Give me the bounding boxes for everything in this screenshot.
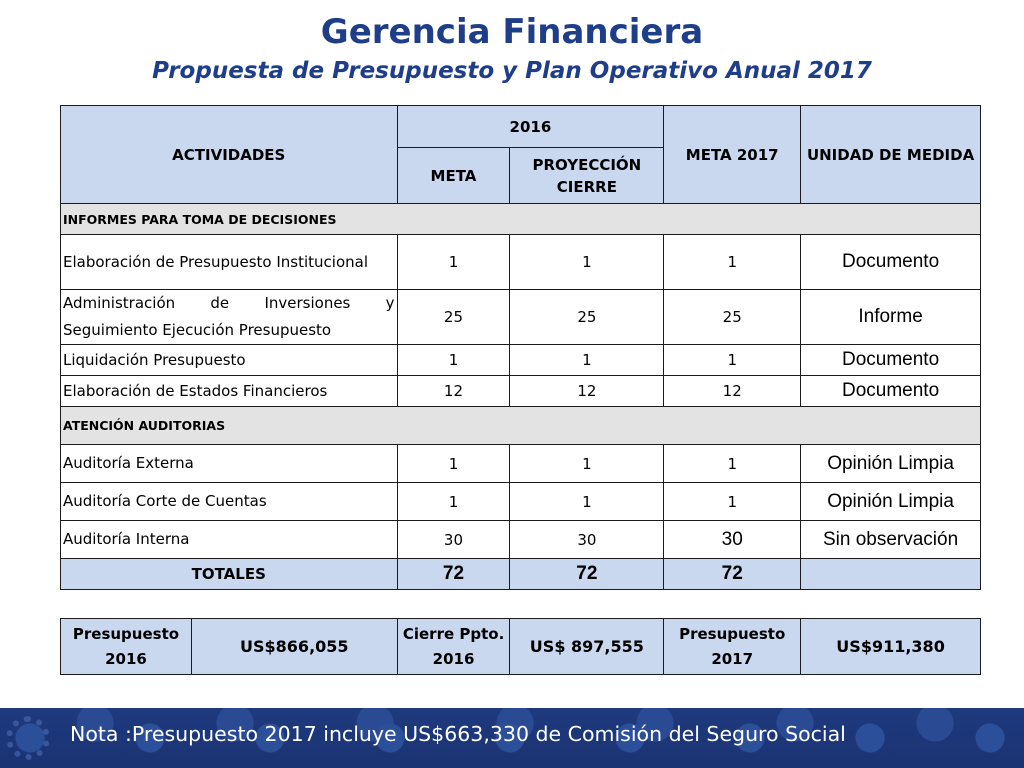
meta-value: 25 (397, 290, 510, 345)
header-2016: 2016 (397, 106, 664, 148)
table-row (61, 345, 981, 376)
meta-2017-value: 1 (664, 483, 801, 521)
header-meta: META (397, 148, 510, 204)
cierre-value: US$ 897,555 (510, 619, 664, 675)
meta-value: 12 (397, 376, 510, 407)
activity-name: Elaboración de Presupuesto Institucional (61, 235, 398, 290)
presupuesto-2016-label: Presupuesto 2016 (61, 619, 192, 675)
proyeccion-value: 1 (510, 483, 664, 521)
page-subtitle: Propuesta de Presupuesto y Plan Operativo Anual 2017 (152, 58, 872, 84)
unit-value: Sin observación (801, 521, 981, 559)
table-row (61, 376, 981, 407)
meta-2017-value: 1 (664, 345, 801, 376)
meta-2017-value: 25 (664, 290, 801, 345)
activity-name: Liquidación Presupuesto (61, 345, 398, 376)
activity-name: Elaboración de Estados Financieros (61, 376, 398, 407)
total-meta: 72 (397, 559, 510, 590)
presupuesto-2017-label: Presupuesto 2017 (664, 619, 801, 675)
table-row (61, 290, 981, 345)
header-proyeccion-cierre: PROYECCIÓN CIERRE (510, 148, 664, 204)
meta-value: 1 (397, 235, 510, 290)
activity-name: Administración de Inversiones y Seguimiento Ejecución Presupuesto (61, 290, 398, 345)
activity-name: Auditoría Corte de Cuentas (61, 483, 398, 521)
section-title: ATENCIÓN AUDITORIAS (61, 407, 981, 445)
total-meta-2017: 72 (664, 559, 801, 590)
unit-value: Opinión Limpia (801, 483, 981, 521)
proyeccion-value: 12 (510, 376, 664, 407)
gear-icon (6, 716, 50, 760)
page-title: Gerencia Financiera (320, 12, 704, 52)
footer-note: Nota :Presupuesto 2017 incluye US$663,330 de Comisión del Seguro Social (70, 722, 846, 746)
total-proyeccion: 72 (510, 559, 664, 590)
totals-row (61, 559, 981, 590)
meta-2017-value: 30 (664, 521, 801, 559)
proyeccion-value: 1 (510, 445, 664, 483)
meta-2017-value: 12 (664, 376, 801, 407)
activity-name: Auditoría Externa (61, 445, 398, 483)
totals-label: TOTALES (61, 559, 398, 590)
unit-value: Documento (801, 376, 981, 407)
activities-table (60, 105, 981, 590)
unit-value: Documento (801, 235, 981, 290)
meta-value: 1 (397, 483, 510, 521)
budget-summary-table (60, 618, 981, 675)
proyeccion-value: 1 (510, 345, 664, 376)
section-row (61, 204, 981, 235)
activity-name: Auditoría Interna (61, 521, 398, 559)
proyeccion-value: 1 (510, 235, 664, 290)
header-meta-2017: META 2017 (664, 106, 801, 204)
section-row (61, 407, 981, 445)
table-row (61, 235, 981, 290)
presupuesto-2017-value: US$911,380 (801, 619, 981, 675)
table-row (61, 445, 981, 483)
unit-value: Documento (801, 345, 981, 376)
meta-2017-value: 1 (664, 235, 801, 290)
unit-value: Opinión Limpia (801, 445, 981, 483)
proyeccion-value: 25 (510, 290, 664, 345)
presupuesto-2016-value: US$866,055 (191, 619, 397, 675)
meta-2017-value: 1 (664, 445, 801, 483)
header-unidad-medida: UNIDAD DE MEDIDA (801, 106, 981, 204)
table-row (61, 521, 981, 559)
meta-value: 30 (397, 521, 510, 559)
header-actividades: ACTIVIDADES (61, 106, 398, 204)
table-row (61, 483, 981, 521)
cierre-label: Cierre Ppto. 2016 (397, 619, 510, 675)
meta-value: 1 (397, 345, 510, 376)
section-title: INFORMES PARA TOMA DE DECISIONES (61, 204, 981, 235)
meta-value: 1 (397, 445, 510, 483)
total-unidad (801, 559, 981, 590)
footer-banner (0, 708, 1024, 768)
unit-value: Informe (801, 290, 981, 345)
proyeccion-value: 30 (510, 521, 664, 559)
